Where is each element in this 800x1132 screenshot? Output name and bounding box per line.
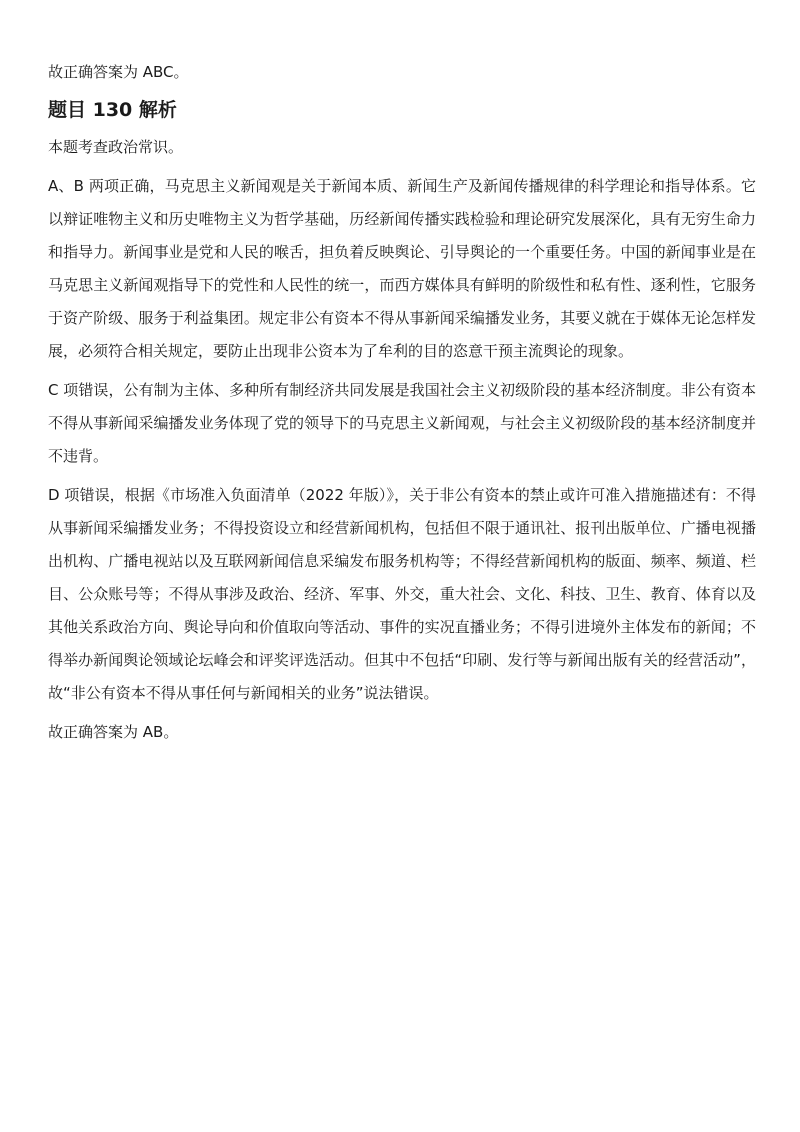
final-answer: 故正确答案为 AB。 xyxy=(48,723,179,741)
option-d-paragraph: D 项错误，根据《市场准入负面清单（2022 年版）》，关于非公有资本的禁止或许可准入措施描述有：不得从事新闻采编播发业务；不得投资设立和经营新闻机构，包括但不限于通讯社、报刊出版单位、广播电视播出机构、广播电视站以及互联网新闻信息采编发布服务机构等；不得经营新闻机构的版面、频率、频道、栏目、公众账号等；不得从事涉及政治、经济、军事、外交，重大社会、文化、科技、卫生、教育、体育以及其他关系政治方向、舆论导向和价值取向等活动、事件的实况直播业务；不得引进境外主体发布的新闻；不得举办新闻舆论领域论坛峰会和评奖评选活动。但其中不包括“印刷、发行等与新闻出版有关的经营活动”，故“非公有资本不得从事任何与新闻相关的业务”说法错误。 xyxy=(48,486,756,702)
question-heading: 题目 130 解析 xyxy=(48,99,177,121)
option-ab-paragraph: A、B 两项正确，马克思主义新闻观是关于新闻本质、新闻生产及新闻传播规律的科学理论和指导体系。它以辩证唯物主义和历史唯物主义为哲学基础，历经新闻传播实践检验和理论研究发展深化，具有无穷生命力和指导力。新闻事业是党和人民的喉舌，担负着反映舆论、引导舆论的一个重要任务。中国的新闻事业是在马克思主义新闻观指导下的党性和人民性的统一，而西方媒体具有鲜明的阶级性和私有性、逐利性，它服务于资产阶级、服务于利益集团。规定非公有资本不得从事新闻采编播发业务，其要义就在于媒体无论怎样发展，必须符合相关规定，要防止出现非公资本为了牟利的目的恣意干预主流舆论的现象。 xyxy=(48,177,756,360)
option-c-paragraph: C 项错误，公有制为主体、多种所有制经济共同发展是我国社会主义初级阶段的基本经济制度。非公有资本不得从事新闻采编播发业务体现了党的领导下的马克思主义新闻观，与社会主义初级阶段的基本经济制度并不违背。 xyxy=(48,381,756,465)
previous-answer: 故正确答案为 ABC。 xyxy=(48,63,189,81)
document-page xyxy=(48,56,756,755)
intro-paragraph: 本题考查政治常识。 xyxy=(48,138,184,156)
